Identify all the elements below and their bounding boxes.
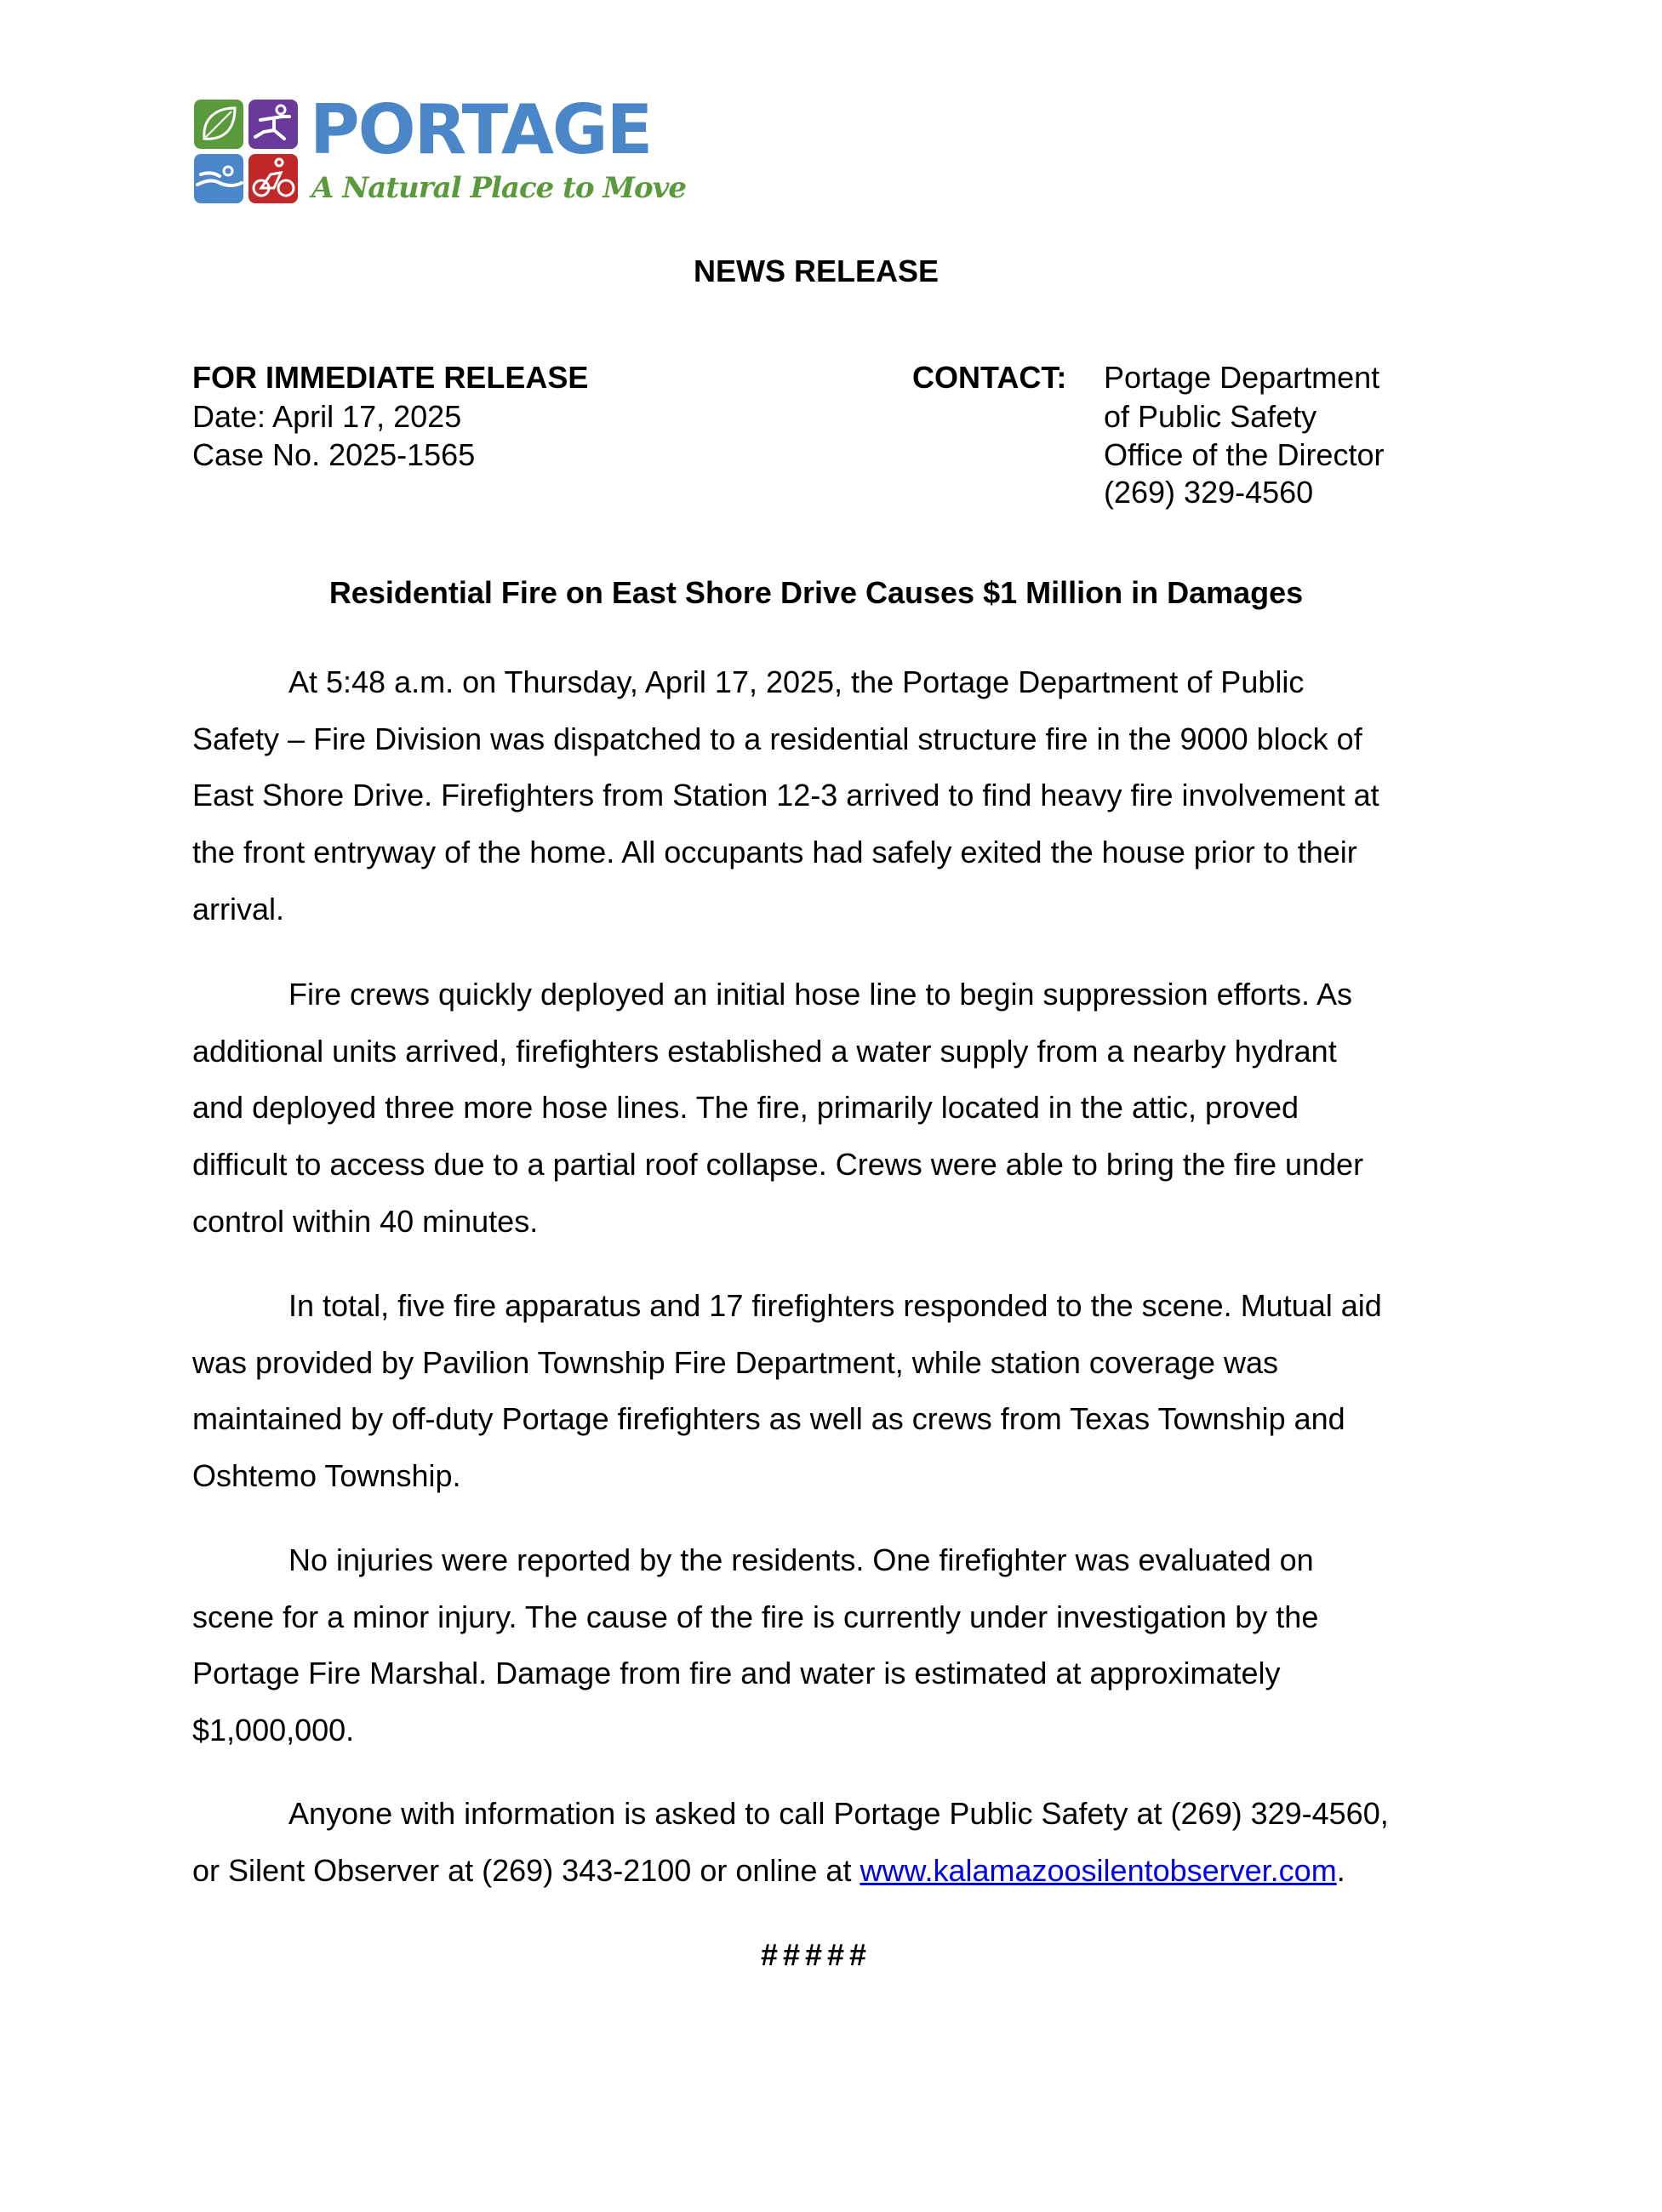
body-paragraph: [192, 966, 1363, 1251]
body-paragraph: [192, 1532, 1318, 1759]
swimmer-icon: [194, 154, 243, 203]
release-label: FOR IMMEDIATE RELEASE: [192, 360, 589, 395]
contact-label: CONTACT:: [912, 360, 1067, 395]
contact-phone: (269) 329-4560: [1104, 475, 1314, 510]
release-date: Date: April 17, 2025: [192, 399, 462, 434]
logo-brand-text: PORTAGE: [310, 90, 652, 169]
paragraph-line: $1,000,000.: [192, 1713, 355, 1748]
paragraph-line: Anyone with information is asked to call Portage Public Safety at (269) 329-4560,: [288, 1796, 1389, 1831]
logo-tagline: A Natural Place to Move: [311, 171, 687, 205]
paragraph-line: was provided by Pavilion Township Fire Department, while station coverage was: [192, 1344, 1278, 1380]
case-number: Case No. 2025-1565: [192, 437, 476, 472]
paragraph-line: In total, five fire apparatus and 17 firefighters responded to the scene. Mutual aid: [288, 1288, 1382, 1323]
body-paragraph: [192, 654, 1379, 938]
release-title: Residential Fire on East Shore Drive Causes $1 Million in Damages: [328, 575, 1304, 610]
closing-suffix: .: [1336, 1852, 1345, 1888]
leaf-icon: [194, 100, 243, 149]
paragraph-line: control within 40 minutes.: [192, 1203, 539, 1239]
paragraph-line: Safety – Fire Division was dispatched to a residential structure fire in the 9000 block of: [192, 721, 1362, 756]
contact-line: Portage Department: [1104, 360, 1380, 395]
paragraph-line: arrival.: [192, 891, 285, 926]
paragraph-line: East Shore Drive. Firefighters from Station 12-3 arrived to find heavy fire involvement at: [192, 778, 1379, 813]
paragraph-line: No injuries were reported by the residents. One firefighter was evaluated on: [288, 1542, 1314, 1577]
paragraph-line: Portage Fire Marshal. Damage from fire and water is estimated at approximately: [192, 1656, 1281, 1691]
closing-paragraph: [192, 1786, 1389, 1899]
body-paragraph: [192, 1278, 1382, 1505]
paragraph-line: [192, 1843, 1389, 1900]
news-release-heading: NEWS RELEASE: [693, 254, 940, 288]
paragraph-line: difficult to access due to a partial roof collapse. Crews were able to bring the fire under: [192, 1147, 1364, 1183]
silent-observer-link[interactable]: www.kalamazoosilentobserver.com: [860, 1852, 1337, 1888]
contact-line: of Public Safety: [1104, 399, 1317, 434]
closing-prefix: or Silent Observer at (269) 343-2100 or online at: [192, 1852, 860, 1888]
paragraph-line: maintained by off-duty Portage firefighters as well as crews from Texas Township and: [192, 1401, 1345, 1437]
paragraph-line: additional units arrived, firefighters established a water supply from a nearby hydrant: [192, 1033, 1337, 1069]
end-mark: #####: [760, 1937, 872, 1972]
paragraph-line: the front entryway of the home. All occupants had safely exited the house prior to their: [192, 835, 1357, 870]
paragraph-line: and deployed three more hose lines. The fire, primarily located in the attic, proved: [192, 1090, 1299, 1126]
paragraph-line: At 5:48 a.m. on Thursday, April 17, 2025, the Portage Department of Public: [288, 664, 1305, 699]
paragraph-line: Oshtemo Township.: [192, 1458, 461, 1494]
contact-line: Office of the Director: [1104, 437, 1385, 472]
paragraph-line: Fire crews quickly deployed an initial hose line to begin suppression efforts. As: [288, 977, 1353, 1012]
portage-logo: [194, 90, 687, 210]
paragraph-line: scene for a minor injury. The cause of the fire is currently under investigation by the: [192, 1599, 1319, 1634]
runner-icon: [248, 100, 298, 149]
cyclist-icon: [248, 154, 298, 203]
